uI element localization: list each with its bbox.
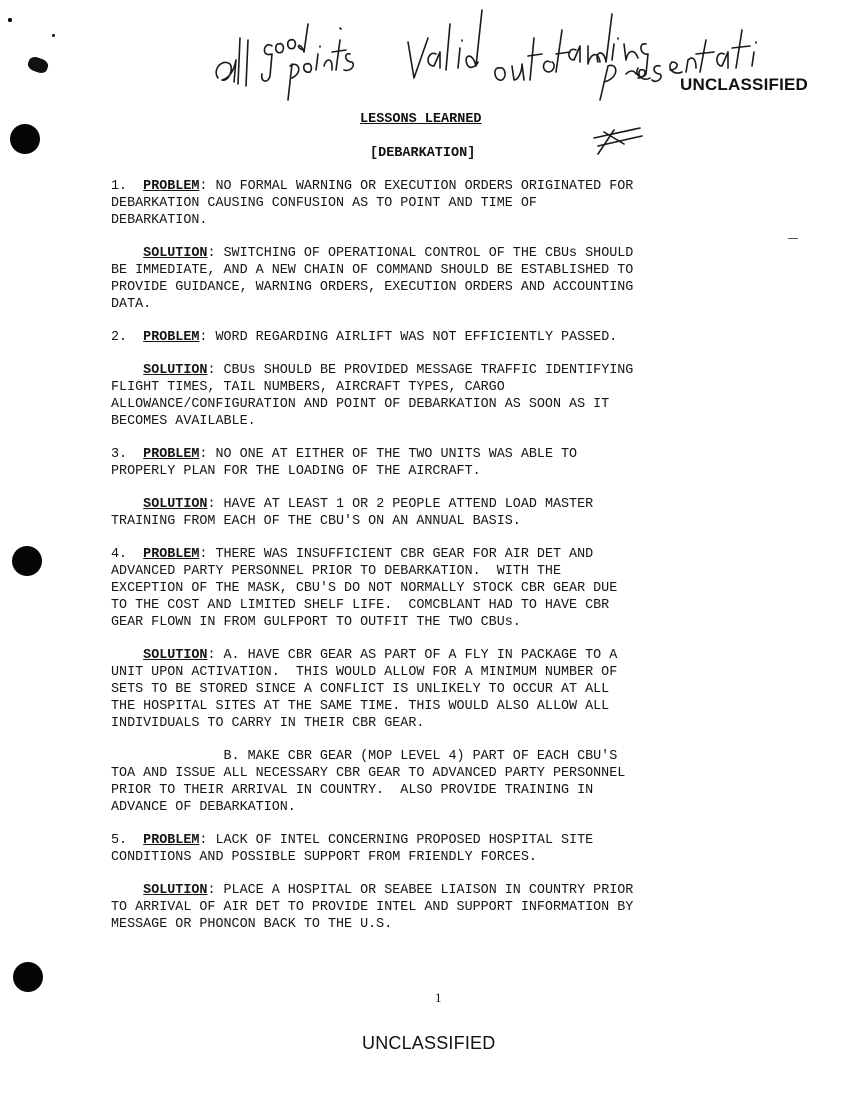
problem-label: PROBLEM [143,547,200,562]
problem-label: PROBLEM [143,447,200,462]
handwritten-star-mark [590,124,650,158]
scan-speck [8,18,12,22]
solution-label: SOLUTION [143,363,208,378]
punch-hole [13,962,43,992]
problem-paragraph: 4. PROBLEM: THERE WAS INSUFFICIENT CBR GEAR FOR AIR DET AND ADVANCED PARTY PERSONNEL PRIOR TO DEBARKATION. WITH THE EXCEPTION OF THE MASK, CBU'S DO NOT NORMALLY STOCK CBR GEAR DUE TO THE COST AND LIMITED SHELF LIFE. COMCBLANT HAD TO HAVE CBR GEAR FLOWN IN FROM GULFPORT TO OUTFIT THE TWO CBUs. [111,547,618,630]
problem-paragraph: 2. PROBLEM: WORD REGARDING AIRLIFT WAS NOT EFFICIENTLY PASSED. [111,330,618,345]
classification-marking-bottom: UNCLASSIFIED [362,1033,496,1053]
solution-label: SOLUTION [143,246,208,261]
problem-paragraph: 3. PROBLEM: NO ONE AT EITHER OF THE TWO UNITS WAS ABLE TO PROPERLY PLAN FOR THE LOADING OF THE AIRCRAFT. [111,447,578,479]
solution-paragraph: SOLUTION: CBUs SHOULD BE PROVIDED MESSAGE TRAFFIC IDENTIFYING FLIGHT TIMES, TAIL NUMBERS, AIRCRAFT TYPES, CARGO ALLOWANCE/CONFIGURATION AND POINT OF DEBARKATION AS SOON AS IT BECOMES AVAILABLE. [111,363,634,429]
solution-label: SOLUTION [143,883,208,898]
solution-paragraph: SOLUTION: PLACE A HOSPITAL OR SEABEE LIAISON IN COUNTRY PRIOR TO ARRIVAL OF AIR DET TO PROVIDE INTEL AND SUPPORT INFORMATION BY MESSAGE OR PHONCON BACK TO THE U.S. [111,883,634,932]
problem-label: PROBLEM [143,330,200,345]
solution-label: SOLUTION [143,648,208,663]
classification-marking-top: UNCLASSIFIED [680,75,809,94]
document-subtitle: [DEBARKATION] [370,146,476,161]
lessons-list [111,178,791,949]
problem-label: PROBLEM [143,833,200,848]
punch-hole [10,124,40,154]
solution-paragraph: SOLUTION: SWITCHING OF OPERATIONAL CONTROL OF THE CBUs SHOULD BE IMMEDIATE, AND A NEW CHAIN OF COMMAND SHOULD BE ESTABLISHED TO PROVIDE GUIDANCE, WARNING ORDERS, EXECUTION ORDERS AND ACCOUNTING DATA. [111,246,634,312]
handwritten-annotation [200,0,760,115]
problem-label: PROBLEM [143,179,200,194]
document-title: LESSONS LEARNED [360,112,482,127]
problem-paragraph: 5. PROBLEM: LACK OF INTEL CONCERNING PROPOSED HOSPITAL SITE CONDITIONS AND POSSIBLE SUPPORT FROM FRIENDLY FORCES. [111,833,594,865]
solution-paragraph: SOLUTION: HAVE AT LEAST 1 OR 2 PEOPLE ATTEND LOAD MASTER TRAINING FROM EACH OF THE CBU'S ON AN ANNUAL BASIS. [111,497,594,529]
scan-speck [52,34,55,37]
scan-speck [26,55,50,75]
solution-paragraph: SOLUTION: A. HAVE CBR GEAR AS PART OF A FLY IN PACKAGE TO A UNIT UPON ACTIVATION. THIS WOULD ALLOW FOR A MINIMUM NUMBER OF SETS TO BE STORED SINCE A CONFLICT IS UNLIKELY TO OCCUR AT ALL THE HOSPITAL SITES AT THE SAME TIME. THIS WOULD ALSO ALLOW ALL INDIVIDUALS TO CARRY IN THEIR CBR GEAR. [111,648,618,731]
page-number: 1 [435,990,442,1005]
solution-b-paragraph: B. MAKE CBR GEAR (MOP LEVEL 4) PART OF EACH CBU'S TOA AND ISSUE ALL NECESSARY CBR GEAR TO ADVANCED PARTY PERSONNEL PRIOR TO THEIR ARRIVAL IN COUNTRY. ALSO PROVIDE TRAINING IN ADVANCE OF DEBARKATION. [111,749,626,815]
solution-label: SOLUTION [143,497,208,512]
punch-hole [12,546,42,576]
problem-paragraph: 1. PROBLEM: NO FORMAL WARNING OR EXECUTION ORDERS ORIGINATED FOR DEBARKATION CAUSING CONFUSION AS TO POINT AND TIME OF DEBARKATION. [111,179,634,228]
